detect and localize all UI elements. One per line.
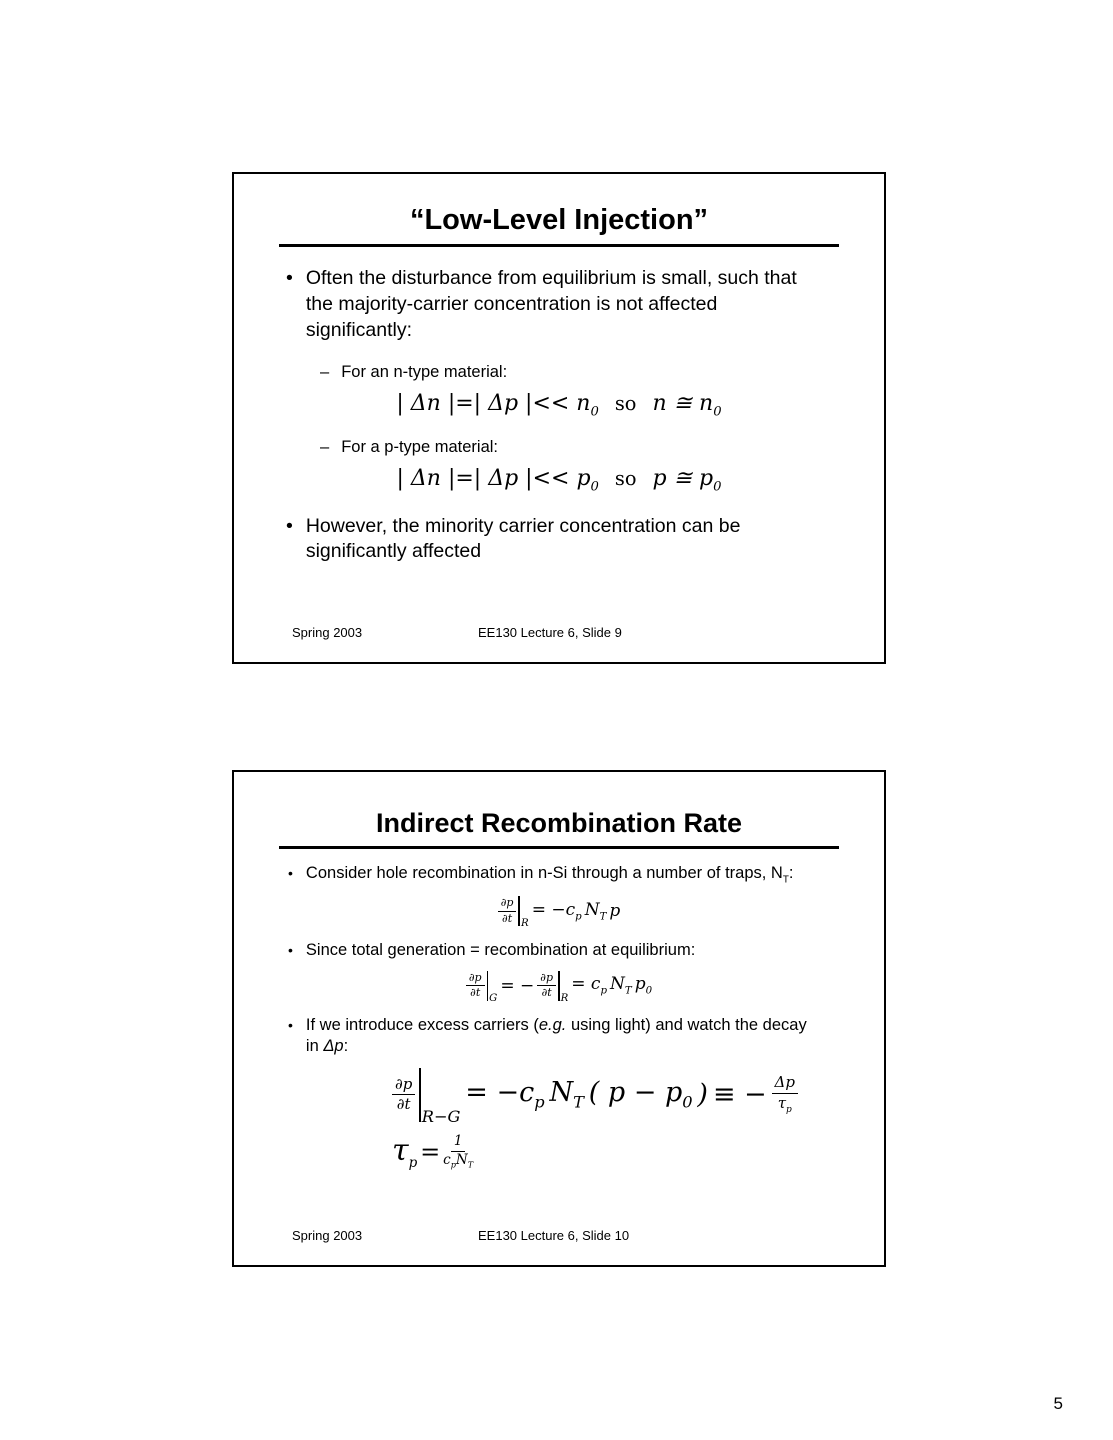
equation-hole-recombination: $\frac{\partial p}{\partial t}$ R = $-c_p$ $N_T$ p: [234, 893, 884, 926]
bullet-text: • Consider hole recombination in n-Si through a number of traps, $N_T$:: [305, 864, 794, 886]
fraction-deltap-tau: $\frac{\Delta p}{\tau_p}$: [772, 1074, 798, 1115]
footer-semester: Spring 2003: [292, 625, 363, 640]
footer-slide-label: EE130 Lecture 6, Slide 10: [478, 1228, 630, 1243]
fraction-dp-dt: $\frac{\partial p}{\partial t}$: [498, 897, 517, 925]
equation-n-type: | Δn |=| Δp |<< $n_0$ so n ≅ $n_0$: [396, 390, 722, 420]
bullet-equilibrium: [288, 940, 862, 961]
evaluated-at-bar: R−G: [419, 1068, 460, 1122]
bullet-text: • However, the minority carrier concentration can be significantly affected: [305, 514, 741, 563]
page-number: 5: [1053, 1394, 1063, 1413]
bullet-text: • Often the disturbance from equilibrium is small, such that the majority-carrier concentration is not affected significantly:: [305, 267, 797, 341]
subbullet-text: – For an n-type material:: [341, 362, 508, 381]
evaluated-at-bar: R: [518, 896, 528, 926]
slide-10: [232, 770, 886, 1267]
bullet-minority-carrier: [286, 514, 856, 566]
fraction-dp-dt: $\frac{\partial p}{\partial t}$: [466, 972, 485, 1000]
equation-net-recombination: $\frac{\partial p}{\partial t}$ R−G = $-c_p$ $N_T$ ( $p - p_0$ ) ≡ − $\frac{\Delta p}{\tau_p}$: [392, 1068, 884, 1122]
bullet-low-level: [286, 266, 856, 344]
equation-p-type: | Δn |=| Δp |<< $p_0$ so p ≅ $p_0$: [396, 466, 722, 495]
bullet-text: • If we introduce excess carriers (e.g. using light) and watch the decay in Δp:: [305, 1015, 807, 1056]
evaluated-at-bar: G: [487, 971, 498, 1001]
title-underline: [279, 846, 839, 849]
bullet-text: • Since total generation = recombination at equilibrium:: [305, 941, 696, 960]
fraction-lifetime: $\frac{1}{c_pN_T}$: [443, 1133, 474, 1170]
title-underline: [279, 244, 839, 247]
subbullet-n-type: [320, 363, 856, 382]
subbullet-text: – For a p-type material:: [341, 438, 498, 457]
equation-generation-equals-recombination: $\frac{\partial p}{\partial t}$ G = − $\frac{\partial p}{\partial t}$ R = $c_p$ $N_T$ $p_0$: [234, 968, 884, 1001]
subbullet-p-type: [320, 438, 856, 457]
slide-10-title: Indirect Recombination Rate: [375, 808, 743, 838]
slide-9-title: “Low-Level Injection”: [409, 204, 709, 236]
bullet-excess-carriers: [288, 1015, 862, 1058]
footer-slide-label: EE130 Lecture 6, Slide 9: [478, 625, 622, 640]
bullet-traps: [288, 863, 862, 887]
equation-lifetime: $\tau_p$ = $\frac{1}{c_pN_T}$: [392, 1132, 474, 1171]
evaluated-at-bar: R: [558, 971, 568, 1001]
fraction-dp-dt: $\frac{\partial p}{\partial t}$: [537, 972, 556, 1000]
footer-semester: Spring 2003: [292, 1228, 363, 1243]
fraction-dp-dt: $\frac{\partial p}{\partial t}$: [392, 1076, 415, 1114]
slide-9: [232, 172, 886, 664]
